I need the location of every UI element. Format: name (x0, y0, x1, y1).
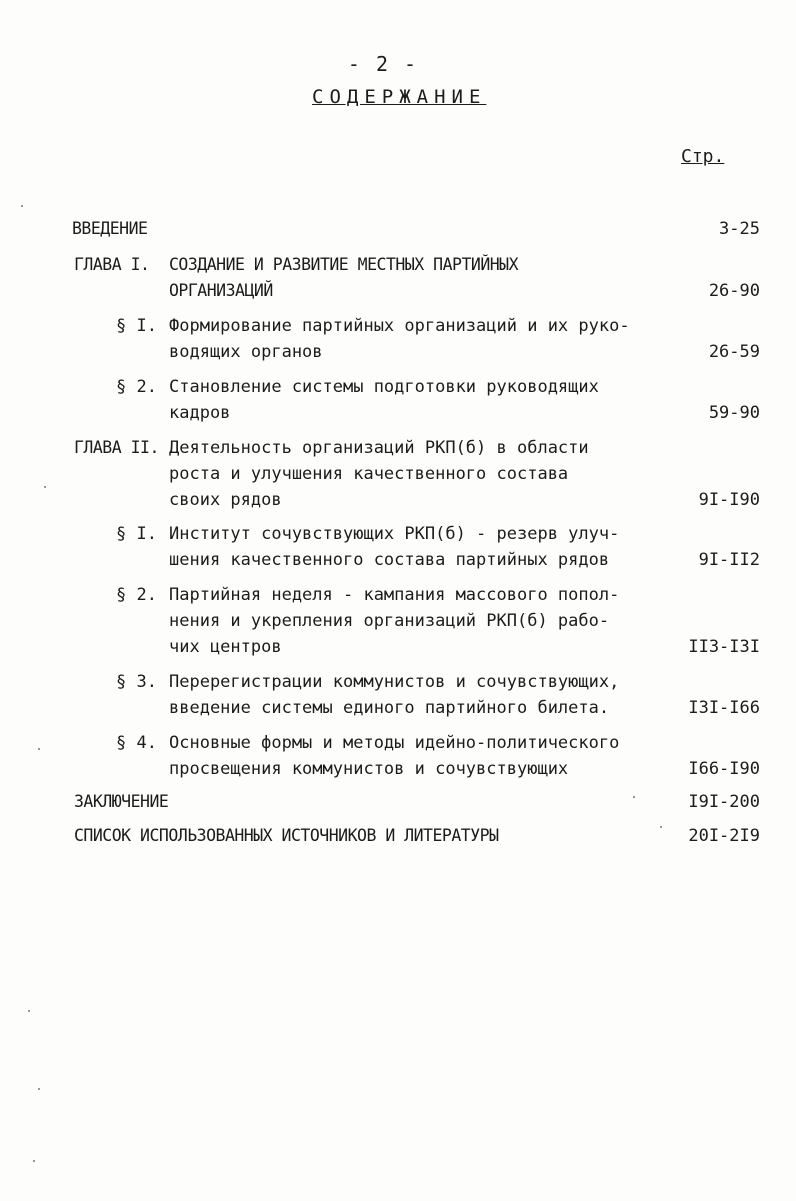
toc-ch1s1-line2: водящих органов (169, 342, 323, 362)
scan-speck (28, 1010, 30, 1012)
toc-ch2s1-pages: 9I-II2 (698, 550, 760, 570)
scan-speck (660, 826, 662, 828)
toc-ch2s4-line1: Основные формы и методы идейно-политического (169, 733, 620, 753)
toc-ch2-line1: Деятельность организаций РКП(б) в области (169, 438, 589, 458)
toc-ch2s4-prefix: § 4. (116, 733, 157, 753)
toc-ch2s1-line1: Институт сочувствующих РКП(б) - резерв улуч- (169, 524, 620, 544)
toc-ch2s2-line3: чих центров (169, 637, 282, 657)
toc-ch2s2-line1: Партийная неделя - кампания массового попол- (169, 585, 620, 605)
toc-intro-label: ВВЕДЕНИЕ (72, 219, 148, 238)
toc-ch2-pages: 9I-I90 (698, 490, 760, 510)
toc-sources-label: СПИСОК ИСПОЛЬЗОВАННЫХ ИСТОЧНИКОВ И ЛИТЕРАТУРЫ (74, 826, 499, 845)
toc-ch2-line3: своих рядов (169, 490, 282, 510)
toc-ch1s1-line1: Формирование партийных организаций и их руко- (169, 316, 630, 336)
toc-ch1s1-pages: 26-59 (708, 342, 760, 362)
scan-speck (38, 748, 40, 750)
toc-ch2s2-prefix: § 2. (116, 585, 157, 605)
contents-title: СОДЕРЖАНИЕ (312, 86, 487, 108)
toc-ch2s4-line2: просвещения коммунистов и сочувствующих (169, 759, 569, 779)
toc-ch2s1-prefix: § I. (116, 524, 157, 544)
toc-ch2s1-line2: шения качественного состава партийных рядов (169, 550, 610, 570)
toc-ch1s2-line1: Становление системы подготовки руководящих (169, 377, 599, 397)
scan-speck (21, 205, 23, 207)
toc-ch2s3-line2: введение системы единого партийного билета. (169, 698, 610, 718)
toc-ch2s2-pages: II3-I3I (688, 637, 760, 657)
toc-ch2s3-pages: I3I-I66 (688, 698, 760, 718)
toc-ch1-line1: СОЗДАНИЕ И РАЗВИТИЕ МЕСТНЫХ ПАРТИЙНЫХ (169, 255, 519, 274)
scan-speck (38, 1088, 40, 1090)
toc-intro-pages: 3-25 (719, 219, 760, 239)
toc-ch2-prefix: ГЛАВА II. (74, 438, 159, 457)
toc-conclusion-pages: I9I-200 (688, 792, 760, 812)
toc-ch1s2-line2: кадров (169, 403, 231, 423)
scan-speck (633, 796, 635, 798)
page-number: - 2 - (347, 52, 419, 76)
toc-ch2-line2: роста и улучшения качественного состава (169, 464, 569, 484)
toc-ch2s2-line2: нения и укрепления организаций РКП(б) рабо- (169, 611, 610, 631)
toc-ch2s3-line1: Перерегистрации коммунистов и сочувствующих, (169, 672, 620, 692)
toc-conclusion-label: ЗАКЛЮЧЕНИЕ (74, 792, 169, 811)
toc-ch1-line2: ОРГАНИЗАЦИЙ (169, 281, 273, 300)
toc-ch2s4-pages: I66-I90 (688, 759, 760, 779)
toc-ch1s2-prefix: § 2. (116, 377, 157, 397)
scan-speck (33, 1160, 35, 1162)
toc-sources-pages: 20I-2I9 (688, 826, 760, 846)
toc-ch1-pages: 26-90 (708, 281, 760, 301)
toc-ch1s1-prefix: § I. (116, 316, 157, 336)
toc-ch2s3-prefix: § 3. (116, 672, 157, 692)
toc-ch1s2-pages: 59-90 (708, 403, 760, 423)
toc-ch1-prefix: ГЛАВА I. (74, 255, 150, 274)
scan-speck (44, 486, 46, 488)
pages-column-header: Стр. (681, 146, 725, 167)
